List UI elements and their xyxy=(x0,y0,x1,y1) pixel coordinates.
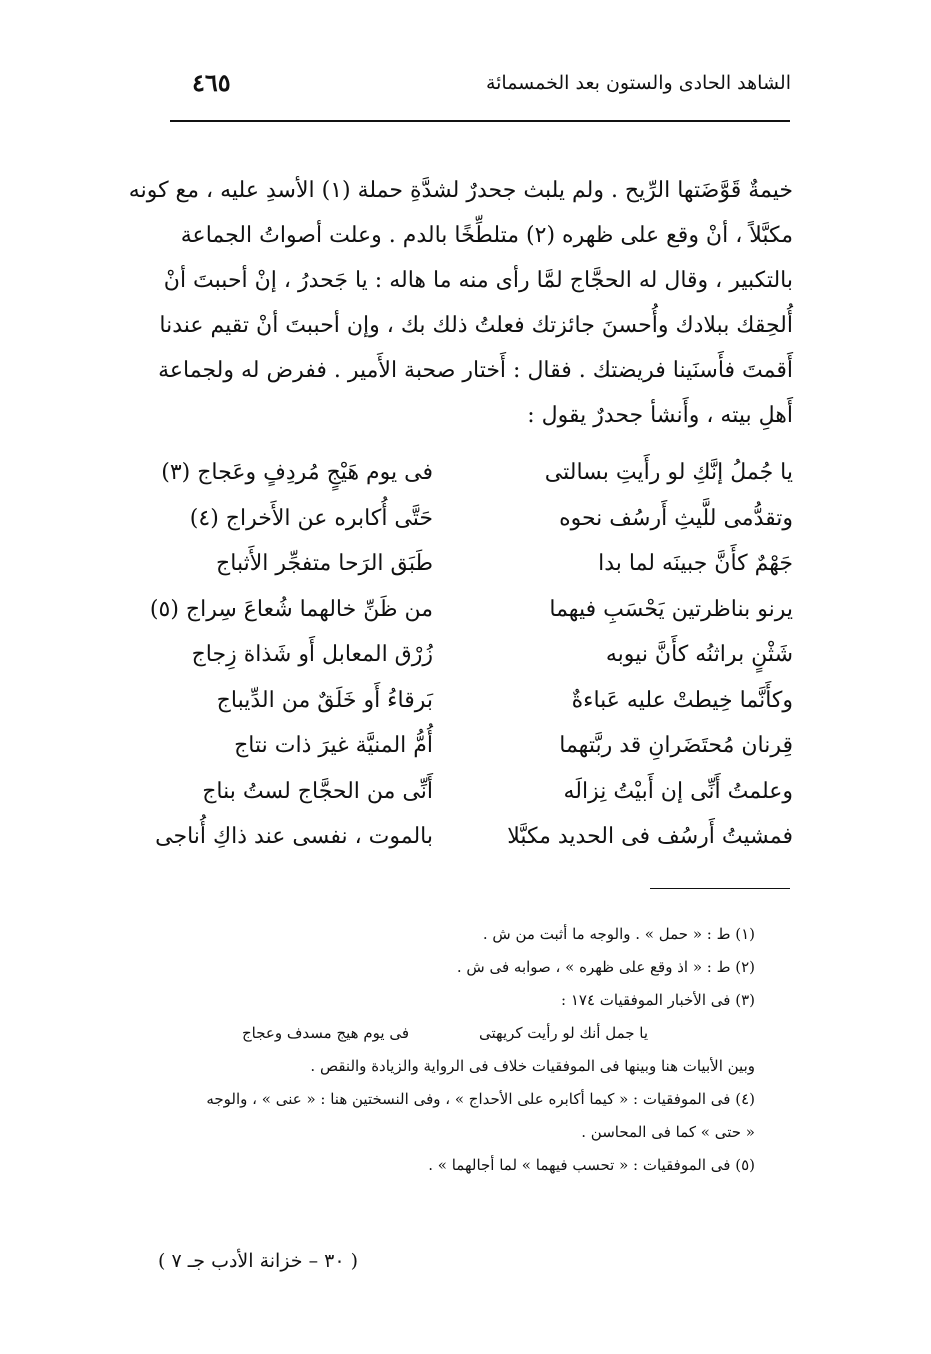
page-number: ٤٦٥ xyxy=(192,68,231,97)
body-line-4: أُلحِقك ببلادك وأُحسنَ جائزتك فعلتُ ذلك بك ، وإن أحببتَ أنْ تقيم عندنا xyxy=(159,313,793,338)
verse-first-hemistich: جَهْمٌ كأَنَّ جبينَه لما بدا xyxy=(598,551,793,576)
footnote-3-quoted-verse xyxy=(135,1017,755,1050)
header-rule xyxy=(170,120,790,122)
verse-second-hemistich: بالموت ، نفسى عند ذاكِ أُناجى xyxy=(155,824,433,849)
verse-second-hemistich: طَبَق الرَحا متفجِّر الأَثباج xyxy=(216,551,433,576)
verse-first-hemistich: يا جُملُ إنَّكِ لو رأَيتِ بسالتى xyxy=(544,460,793,485)
body-line-3: بالتكبير ، وقال له الحجَّاج لمَّا رأى منه ما هاله : يا جَحدرُ ، إنْ أحببتَ أنْ xyxy=(163,268,793,293)
verse-3 xyxy=(173,541,793,587)
body-line-1: خيمةٌ قَوَّضَتها الرِّيح . ولم يلبث جحدرٌ لشدَّةِ حملة (١) الأسدِ عليه ، مع كونه xyxy=(128,178,793,203)
footnote-5: (٥) فى الموفقيات : « تحسب فيهما » لما أجالهما » . xyxy=(428,1156,755,1174)
verse-second-hemistich: زُرْق المعابل أَو شَذاة زِجاج xyxy=(191,642,433,667)
verse-second-hemistich: أَنِّى من الحجَّاج لستُ بناج xyxy=(202,778,433,804)
footnote-1: (١) ط : « حمل » . والوجه ما أثبت من ش . xyxy=(482,925,755,943)
verse-7 xyxy=(173,723,793,769)
verse-second-hemistich: من ظَنِّ خالهما شُعاعَ سِراج (٥) xyxy=(149,596,433,622)
footnotes-rule xyxy=(650,888,790,889)
verse-first-hemistich: وتقدُّمى للَّيثِ أَرسُف نحوه xyxy=(559,505,793,531)
quoted-first-hemistich: يا جمل أنك لو رأيت كريهتى xyxy=(479,1024,649,1042)
verse-5 xyxy=(173,632,793,678)
footnote-4-continuation: « حتى » كما فى المحاسن . xyxy=(581,1123,755,1141)
footnote-3: (٣) فى الأخبار الموفقيات ١٧٤ : xyxy=(561,991,755,1009)
verse-first-hemistich: فمشيتُ أَرسُف فى الحديد مكبَّلا xyxy=(507,824,793,849)
footnote-2: (٢) ط : « اذ وقع على ظهره » ، صوابه فى ش . xyxy=(456,958,755,976)
footnote-3-continuation: وبين الأبيات هنا وبينها فى الموفقيات خلاف فى الرواية والزيادة والنقص . xyxy=(310,1057,755,1075)
verse-first-hemistich: قِرنان مُحتَضَرانِ قد ربَّتهما xyxy=(559,733,793,758)
running-head-title: الشاهد الحادى والستون بعد الخمسمائة xyxy=(485,72,791,94)
body-line-5: أَقمتَ فأَسنَينا فريضتك . فقال : أَختار صحبة الأَمير . ففرض له ولجماعة xyxy=(158,358,793,383)
verse-1 xyxy=(161,450,793,496)
verse-second-hemistich: فى يوم هَيْجٍ مُردِفٍ وعَجاج (٣) xyxy=(161,460,433,485)
verse-second-hemistich: حَتَّى أُكابره عن الأَخراج (٤) xyxy=(189,505,433,531)
verse-first-hemistich: وعلمتُ أَنِّى إن أَبيْتُ نِزالَه xyxy=(563,778,793,804)
verse-6 xyxy=(173,678,793,724)
signature-mark: ( ٣٠ – خزانة الأدب جـ ٧ ) xyxy=(158,1250,359,1272)
verse-4 xyxy=(149,587,793,633)
verse-2 xyxy=(173,496,793,542)
body-line-6: أَهلِ بيته ، وأَنشأ جحدرٌ يقول : xyxy=(527,403,793,428)
verse-first-hemistich: شَثْنٍ براثنُه كأَنَّ نيوبه xyxy=(605,642,793,667)
quoted-second-hemistich: فى يوم هيج مسدف وعجاج xyxy=(241,1024,409,1042)
body-line-2: مكبَّلاً ، أنْ وقع على ظهره (٢) متلطِّخًا بالدم . وعلت أصواتُ الجماعة xyxy=(180,223,793,248)
verse-first-hemistich: وكأَنَّما خِيطتْ عليه عَباءةٌ xyxy=(571,687,793,713)
verse-second-hemistich: أُمُّ المنيَّة غيرَ ذات نتاج xyxy=(234,733,433,758)
verse-second-hemistich: بَرقاءُ أَو خَلَقٌ من الدِّيباج xyxy=(216,687,433,713)
body-paragraph xyxy=(128,168,793,438)
verse-8 xyxy=(173,769,793,815)
footnote-4: (٤) فى الموفقيات : « كيما أكابره على الأحداج » ، وفى النسختين هنا : « عنى » ، والوجه xyxy=(206,1090,755,1108)
verse-first-hemistich: يرنو بناظرتين يَحْسَبِ فيهما xyxy=(549,596,793,622)
footnotes xyxy=(135,918,755,1182)
poem xyxy=(149,450,793,860)
verse-9 xyxy=(155,814,793,860)
